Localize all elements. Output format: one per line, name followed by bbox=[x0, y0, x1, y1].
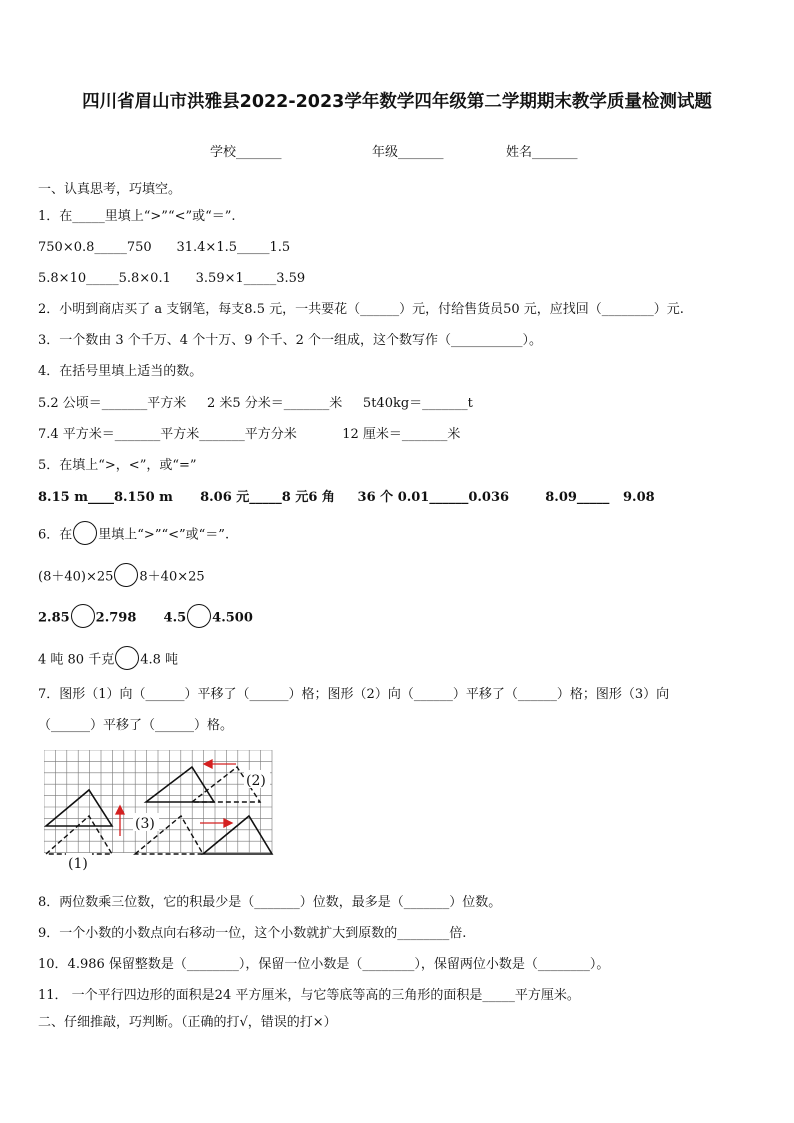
question-1-row-a: 750×0.8_____750 31.4×1.5_____1.5 bbox=[38, 240, 291, 255]
question-1: 1．在_____里填上“>”“<”或“＝”. bbox=[38, 209, 236, 224]
grade-field: 年级_______ bbox=[372, 145, 444, 160]
question-8: 8．两位数乘三位数，它的积最少是（_______）位数，最多是（_______）位数。 bbox=[38, 895, 502, 910]
question-5-row: 8.15 m____8.150 m 8.06 元_____8 元6 角 36 个 0.01______0.036 8.09_____ 9.08 bbox=[38, 490, 655, 505]
value-1: 2.85 bbox=[38, 610, 70, 626]
answer-circle[interactable] bbox=[114, 563, 138, 587]
answer-circle[interactable] bbox=[73, 521, 97, 545]
label-1: (1) bbox=[68, 856, 88, 872]
expression-right: 8＋40×25 bbox=[139, 569, 205, 585]
question-3: 3．一个数由 3 个千万、4 个十万、9 个千、2 个一组成，这个数写作（___________）。 bbox=[38, 333, 543, 348]
question-7-line-2: （______）平移了（______）格。 bbox=[38, 718, 234, 733]
question-11: 11． 一个平行四边形的面积是24 平方厘米，与它等底等高的三角形的面积是_____平方厘米。 bbox=[38, 988, 580, 1003]
answer-circle[interactable] bbox=[71, 604, 95, 628]
translation-grid-figure bbox=[44, 750, 276, 872]
question-1-row-b: 5.8×10_____5.8×0.1 3.59×1_____3.59 bbox=[38, 271, 306, 286]
question-6 bbox=[38, 525, 229, 545]
question-9: 9．一个小数的小数点向右移动一位，这个小数就扩大到原数的________倍. bbox=[38, 926, 467, 941]
question-5: 5．在填上“>，<”，或“=” bbox=[38, 458, 197, 473]
name-field: 姓名_______ bbox=[506, 145, 578, 160]
question-4-row-b: 7.4 平方米＝_______平方米_______平方分米 12 厘米＝_______米 bbox=[38, 427, 461, 442]
section-1-heading: 一、认真思考，巧填空。 bbox=[38, 182, 182, 197]
question-10: 10．4.986 保留整数是（________），保留一位小数是（________），保留两位小数是（________）。 bbox=[38, 957, 610, 972]
expression-left: (8＋40)×25 bbox=[38, 569, 114, 585]
value-3: 4.500 bbox=[212, 610, 253, 626]
question-6-row-b bbox=[38, 608, 253, 628]
answer-circle[interactable] bbox=[115, 646, 139, 670]
question-7-line-1: 7．图形（1）向（______）平移了（______）格；图形（2）向（______）平移了（______）格；图形（3）向 bbox=[38, 687, 670, 702]
value-left: 4 吨 80 千克 bbox=[38, 652, 115, 668]
page-title: 四川省眉山市洪雅县2022-2023学年数学四年级第二学期期末教学质量检测试题 bbox=[82, 92, 712, 112]
label-3: (3) bbox=[135, 816, 155, 832]
question-4-row-a: 5.2 公顷＝_______平方米 2 米5 分米＝_______米 5t40kg＝_______t bbox=[38, 396, 473, 411]
question-4: 4．在括号里填上适当的数。 bbox=[38, 364, 203, 379]
question-2: 2．小明到商店买了 a 支钢笔，每支8.5 元，一共要花（______）元，付给售货员50 元，应找回（________）元. bbox=[38, 302, 684, 317]
question-6-suffix: 里填上“>”“<”或“＝”. bbox=[98, 527, 230, 543]
answer-circle[interactable] bbox=[187, 604, 211, 628]
label-2: (2) bbox=[246, 773, 266, 789]
shape-1-dashed bbox=[46, 816, 112, 854]
question-6-row-a bbox=[38, 567, 205, 587]
section-2-heading: 二、仔细推敲，巧判断。（正确的打√，错误的打×） bbox=[38, 1015, 337, 1030]
school-field: 学校_______ bbox=[210, 145, 282, 160]
value-right: 4.8 吨 bbox=[140, 652, 179, 668]
question-6-prefix: 6．在 bbox=[38, 527, 73, 543]
question-6-row-c bbox=[38, 650, 178, 670]
value-2: 2.798 4.5 bbox=[95, 610, 187, 626]
